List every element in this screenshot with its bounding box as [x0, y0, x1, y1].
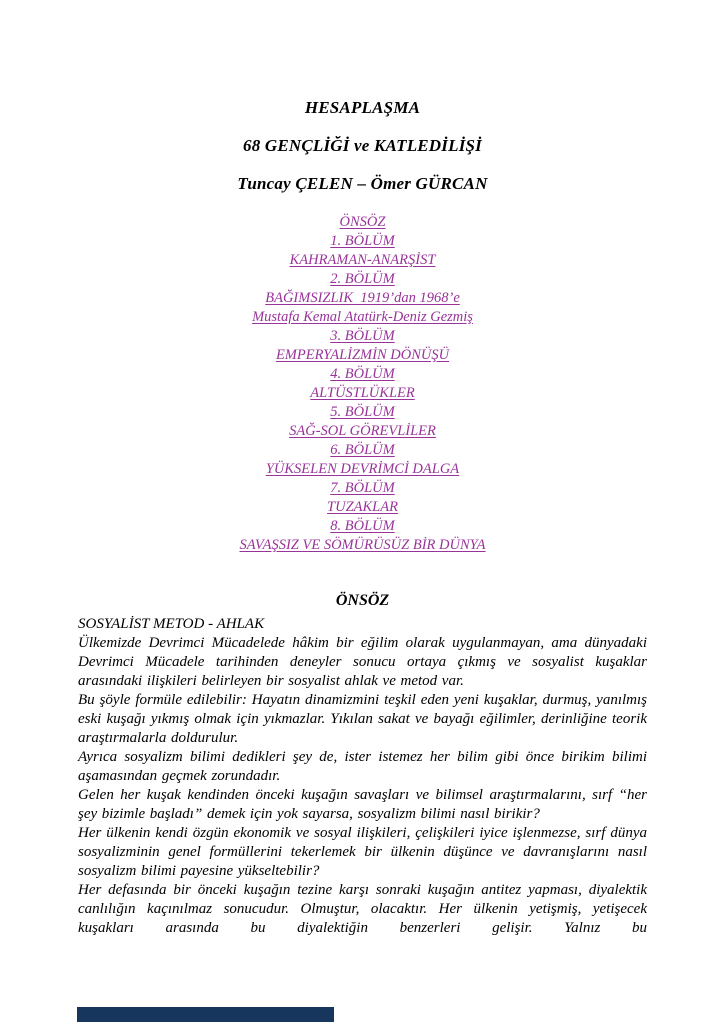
toc-link[interactable]: SAVAŞSIZ VE SÖMÜRÜSÜZ BİR DÜNYA — [239, 537, 486, 553]
toc-row — [78, 441, 647, 460]
preface-subheading: SOSYALİST METOD - AHLAK — [78, 616, 265, 632]
toc-row — [78, 365, 647, 384]
document-subtitle: 68 GENÇLİĞİ ve KATLEDİLİŞİ — [243, 136, 482, 155]
preface-paragraph: Her defasında bir önceki kuşağın tezine karşı sonraki kuşağın antitez yapması, diyalektik canlılığın kaçınılmaz sonucudur. Olmuştur, olacaktır. Her ülkenin yetişmiş, yetişecek kuşakları arasında bu diyalektiğin benzerleri gelişir. Yalnız bu — [78, 882, 647, 936]
toc-row — [78, 460, 647, 479]
toc-link[interactable]: Mustafa Kemal Atatürk-Deniz Gezmiş — [252, 309, 473, 325]
toc-row — [78, 308, 647, 327]
toc-link[interactable]: ÖNSÖZ — [339, 214, 386, 230]
toc-row — [78, 289, 647, 308]
preface-paragraph: Gelen her kuşak kendinden önceki kuşağın savaşları ve bilimsel araştırmalarını, sırf “her şey bizimle başladı” demek için yok sayarsa, sosyalizm bilimi nasıl birikir? — [78, 787, 647, 822]
toc-link[interactable]: ALTÜSTLÜKLER — [310, 385, 415, 401]
toc-link[interactable]: 5. BÖLÜM — [330, 404, 395, 420]
preface-heading: ÖNSÖZ — [335, 592, 390, 609]
toc-link[interactable]: KAHRAMAN-ANARŞİST — [289, 252, 436, 268]
toc-link[interactable]: 4. BÖLÜM — [330, 366, 395, 382]
toc-row — [78, 536, 647, 555]
toc-row — [78, 213, 647, 232]
toc-row — [78, 270, 647, 289]
toc-row — [78, 403, 647, 422]
toc-link[interactable]: 2. BÖLÜM — [330, 271, 395, 287]
toc-row — [78, 327, 647, 346]
toc-link[interactable]: 1. BÖLÜM — [330, 233, 395, 249]
toc-row — [78, 346, 647, 365]
toc-row — [78, 498, 647, 517]
toc-link[interactable]: BAĞIMSIZLIK 1919’dan 1968’e — [265, 290, 460, 306]
toc-link[interactable]: SAĞ-SOL GÖREVLİLER — [289, 423, 436, 439]
document-title: HESAPLAŞMA — [304, 98, 421, 117]
table-of-contents — [78, 213, 647, 555]
toc-row — [78, 422, 647, 441]
toc-link[interactable]: 7. BÖLÜM — [330, 480, 395, 496]
toc-link[interactable]: 6. BÖLÜM — [330, 442, 395, 458]
preface-paragraph: Ayrıca sosyalizm bilimi dedikleri şey de, ister istemez her bilim gibi önce birikim bilimi aşamasından geçmek zorundadır. — [78, 749, 647, 784]
preface-paragraphs — [78, 634, 647, 938]
toc-row — [78, 479, 647, 498]
toc-link[interactable]: 3. BÖLÜM — [330, 328, 395, 344]
toc-row — [78, 251, 647, 270]
preface-body — [78, 615, 647, 938]
toc-link[interactable]: 8. BÖLÜM — [330, 518, 395, 534]
toc-link[interactable]: TUZAKLAR — [327, 499, 398, 515]
toc-row — [78, 517, 647, 536]
toc-row — [78, 384, 647, 403]
toc-row — [78, 232, 647, 251]
toc-link[interactable]: EMPERYALİZMİN DÖNÜŞÜ — [275, 347, 450, 363]
preface-paragraph: Bu şöyle formüle edilebilir: Hayatın dinamizmini teşkil eden yeni kuşaklar, durmuş, yanılmış eski kuşağı yıkmış olmak için yıkmazlar. Yıkılan sakat ve bayağı eğilimler, derinliğine teorik araştırmalarla doldurulur. — [78, 692, 647, 746]
preface-paragraph: Her ülkenin kendi özgün ekonomik ve sosyal ilişkileri, çelişkileri iyice işlenmezse, sırf dünya sosyalizminin genel formüllerini tekerlemek bir ülkenin düşünce ve davranışlarını nasıl sosyalizm bilimi payesine yükseltebilir? — [78, 825, 647, 879]
clipped-bottom-banner — [77, 1007, 334, 1022]
preface-paragraph: Ülkemizde Devrimci Mücadelede hâkim bir eğilim olarak uygulanmayan, ama dünyadaki Devrimci Mücadele tarihinden deneyler sonucu ortaya çıkmış ve sosyalist kuşaklar arasındaki ilişkileri belirleyen bir sosyalist ahlak ve metod var. — [78, 635, 647, 689]
toc-link[interactable]: YÜKSELEN DEVRİMCİ DALGA — [265, 461, 460, 477]
document-authors: Tuncay ÇELEN – Ömer GÜRCAN — [237, 174, 488, 193]
